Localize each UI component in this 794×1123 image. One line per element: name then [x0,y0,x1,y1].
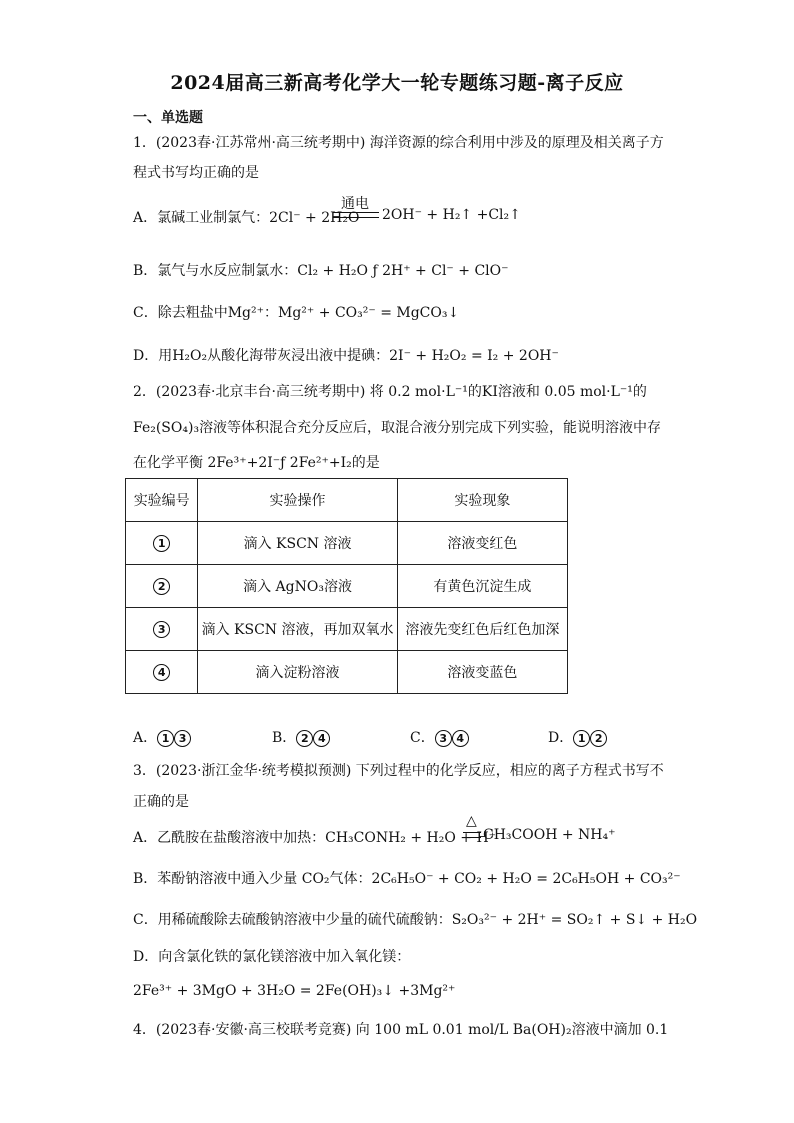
q3-option-d-equation: 2Fe³⁺ + 3MgO + 3H₂O = 2Fe(OH)₃↓ +3Mg²⁺ [133,983,456,999]
q4-stem-line1: 4．(2023春·安徽·高三校联考竞赛) 向 100 mL 0.01 mol/L Ba(OH)₂溶液中滴加 0.1 [133,1022,669,1038]
table-cell-no [126,608,198,651]
circled-number: 4 [313,730,330,747]
table-row [126,522,568,565]
circled-number: 1 [153,535,170,552]
table-cell-op: 滴入 KSCN 溶液 [198,522,397,565]
q1-option-d: D．用H₂O₂从酸化海带灰浸出液中提碘：2I⁻ + H₂O₂ = I₂ + 2OH⁻ [133,348,559,364]
option-letter: D． [548,730,574,746]
q2-option-c [410,727,469,747]
q1-option-a-label: A．氯碱工业制氯气： [133,210,270,226]
q2-stem-line3: 在化学平衡 2Fe³⁺+2I⁻ƒ 2Fe²⁺+I₂的是 [133,455,380,471]
option-letter: A． [133,730,158,746]
circled-number: 4 [452,730,469,747]
q3-stem-line1: 3．(2023·浙江金华·统考模拟预测) 下列过程中的化学反应，相应的离子方程式书写不 [133,763,664,779]
page-title: 2024届高三新高考化学大一轮专题练习题-离子反应 [170,72,624,94]
q1-option-b: B．氯气与水反应制氯水：Cl₂ + H₂O ƒ 2H⁺ + Cl⁻ + ClO⁻ [133,263,509,279]
table-header-op: 实验操作 [198,479,397,522]
experiment-table [125,478,568,694]
q3-option-c: C．用稀硫酸除去硫酸钠溶液中少量的硫代硫酸钠：S₂O₃²⁻ + 2H⁺ = SO₂↑ + S↓ + H₂O [133,912,698,928]
q1-option-a [133,207,359,227]
q1-stem-line2: 程式书写均正确的是 [133,165,259,181]
reaction-equals-sign [333,212,379,218]
table-header-row [126,479,568,522]
circled-number: 3 [153,621,170,638]
reaction-equals-sign [463,832,481,838]
q1-option-c: C．除去粗盐中Mg²⁺：Mg²⁺ + CO₃²⁻ = MgCO₃↓ [133,305,460,321]
q3-option-d: D．向含氯化铁的氯化镁溶液中加入氧化镁： [133,949,411,965]
circled-number: 4 [153,664,170,681]
table-row [126,608,568,651]
table-header-no: 实验编号 [126,479,198,522]
q2-option-b [272,727,330,747]
table-cell-obs: 溶液变红色 [397,522,567,565]
table-cell-obs: 有黄色沉淀生成 [397,565,567,608]
table-cell-op: 滴入淀粉溶液 [198,651,397,694]
q1-option-a-condition: 通电 [341,196,369,212]
q1-stem-line1: 1．(2023春·江苏常州·高三统考期中) 海洋资源的综合利用中涉及的原理及相关离子方 [133,135,664,151]
circled-number: 1 [157,730,174,747]
section-heading: 一、单选题 [133,110,203,126]
table-row [126,651,568,694]
circled-number: 1 [573,730,590,747]
table-cell-no [126,651,198,694]
table-cell-obs: 溶液变蓝色 [397,651,567,694]
q3-option-a: A．乙酰胺在盐酸溶液中加热：CH₃CONH₂ + H₂O + H⁺ [133,830,497,846]
option-letter: C． [410,730,435,746]
q2-option-d [548,727,607,747]
table-cell-no [126,522,198,565]
option-letter: B． [272,730,297,746]
q2-stem-line1: 2．(2023春·北京丰台·高三统考期中) 将 0.2 mol·L⁻¹的KI溶液和 0.05 mol·L⁻¹的 [133,384,647,400]
circled-number: 3 [174,730,191,747]
circled-number: 3 [435,730,452,747]
circled-number: 2 [590,730,607,747]
q1-option-a-left: 2Cl⁻ + 2H₂O [269,210,360,226]
q2-stem-line2: Fe₂(SO₄)₃溶液等体积混合充分反应后，取混合液分别完成下列实验，能说明溶液中存 [133,420,662,436]
circled-number: 2 [153,578,170,595]
table-cell-op: 滴入 AgNO₃溶液 [198,565,397,608]
circled-number: 2 [296,730,313,747]
q2-option-a [133,727,191,747]
table-cell-op: 滴入 KSCN 溶液，再加双氧水 [198,608,397,651]
q1-option-a-right: 2OH⁻ + H₂↑ +Cl₂↑ [382,207,521,223]
table-cell-obs: 溶液先变红色后红色加深 [397,608,567,651]
q3-option-b: B．苯酚钠溶液中通入少量 CO₂气体：2C₆H₅O⁻ + CO₂ + H₂O = 2C₆H₅OH + CO₃²⁻ [133,871,681,887]
table-row [126,565,568,608]
q3-option-a-right: CH₃COOH + NH₄⁺ [483,827,616,843]
table-cell-no [126,565,198,608]
table-header-obs: 实验现象 [397,479,567,522]
heat-triangle-icon: △ [466,813,477,829]
q3-stem-line2: 正确的是 [133,794,189,810]
